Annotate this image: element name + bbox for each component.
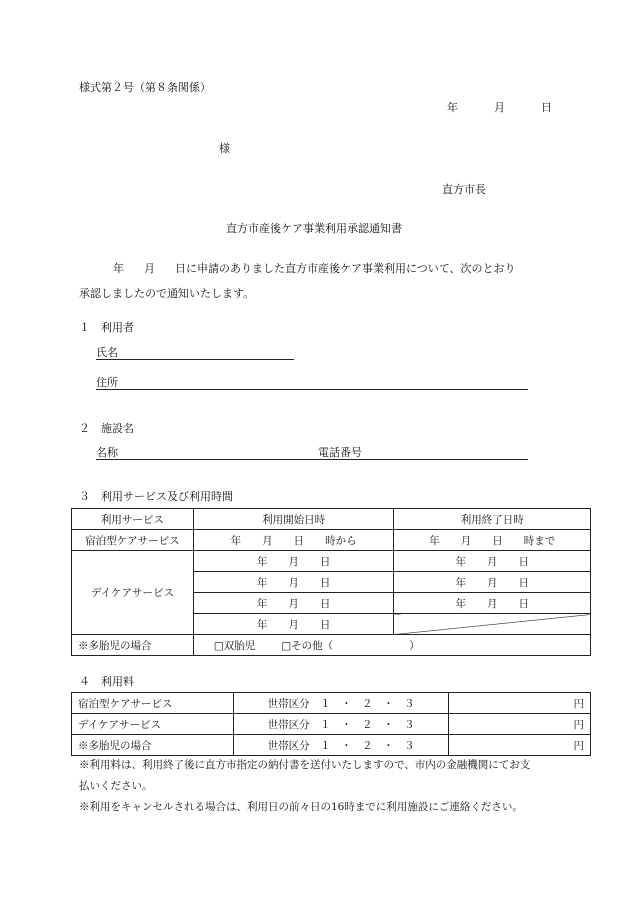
date-month-label: 月 bbox=[494, 101, 505, 114]
table-row bbox=[72, 551, 591, 572]
body-text-1: 日に申請のありました直方市産後ケア事業利用について、次のとおり bbox=[175, 262, 516, 275]
fee-amount[interactable]: 円 bbox=[449, 714, 591, 735]
header-service: 利用サービス bbox=[72, 509, 194, 530]
fee-class[interactable]: 世帯区分 １ ・ ２ ・ ３ bbox=[233, 735, 449, 756]
daycare-end-2[interactable]: 年 月 日 bbox=[394, 572, 591, 593]
daycare-start-3[interactable]: 年 月 日 bbox=[193, 593, 394, 614]
table-row bbox=[72, 530, 591, 551]
table-row bbox=[72, 693, 591, 714]
facility-line[interactable] bbox=[96, 459, 528, 460]
form-number: 様式第２号（第８条関係） bbox=[79, 81, 211, 94]
fee-label: ※多胎児の場合 bbox=[72, 735, 234, 756]
fee-amount[interactable]: 円 bbox=[449, 693, 591, 714]
section-4-heading: ４ 利用料 bbox=[79, 675, 134, 688]
body-year-label: 年 bbox=[113, 262, 124, 275]
section-1-heading: １ 利用者 bbox=[79, 321, 134, 334]
fee-table bbox=[71, 692, 591, 756]
fee-label: デイケアサービス bbox=[72, 714, 234, 735]
table-row bbox=[72, 509, 591, 530]
note-2: ※利用をキャンセルされる場合は、利用日の前々日の16時までに利用施設にご連絡ください。 bbox=[79, 801, 523, 813]
daycare-start-4[interactable]: 年 月 日 bbox=[193, 614, 394, 635]
header-end: 利用終了日時 bbox=[394, 509, 591, 530]
table-row bbox=[72, 635, 591, 656]
section-3-heading: ３ 利用サービス及び利用時間 bbox=[79, 490, 233, 503]
daycare-end-4-crossed bbox=[394, 614, 591, 635]
service-time-table bbox=[71, 508, 591, 656]
overnight-start-cell[interactable]: 年 月 日 時から bbox=[193, 530, 394, 551]
body-month-label: 月 bbox=[144, 262, 155, 275]
fee-class[interactable]: 世帯区分 １ ・ ２ ・ ３ bbox=[233, 714, 449, 735]
fee-class[interactable]: 世帯区分 １ ・ ２ ・ ３ bbox=[233, 693, 449, 714]
facility-phone-label: 電話番号 bbox=[318, 446, 362, 459]
date-year-label: 年 bbox=[447, 101, 458, 114]
other-checkbox[interactable]: □その他（ bbox=[281, 639, 334, 652]
table-row bbox=[72, 735, 591, 756]
fee-amount[interactable]: 円 bbox=[449, 735, 591, 756]
header-start: 利用開始日時 bbox=[193, 509, 394, 530]
body-text-2: 承認しましたので通知いたします。 bbox=[79, 287, 255, 300]
section-2-heading: ２ 施設名 bbox=[79, 422, 134, 435]
twins-checkbox[interactable]: □双胎児 bbox=[213, 639, 256, 652]
multiple-birth-label: ※多胎児の場合 bbox=[72, 635, 194, 656]
daycare-start-1[interactable]: 年 月 日 bbox=[193, 551, 394, 572]
daycare-service-label: デイケアサービス bbox=[72, 551, 194, 635]
table-row bbox=[72, 714, 591, 735]
fee-label: 宿泊型ケアサービス bbox=[72, 693, 234, 714]
user-name-line[interactable] bbox=[96, 359, 294, 360]
document-title: 直方市産後ケア事業利用承認通知書 bbox=[226, 222, 402, 235]
daycare-end-1[interactable]: 年 月 日 bbox=[394, 551, 591, 572]
issuer-name: 直方市長 bbox=[442, 183, 486, 196]
other-close-paren: ） bbox=[409, 639, 420, 652]
addressee-honorific: 様 bbox=[219, 142, 230, 155]
body-paragraph bbox=[79, 256, 551, 306]
overnight-service-label: 宿泊型ケアサービス bbox=[72, 530, 194, 551]
daycare-end-3[interactable]: 年 月 日 bbox=[394, 593, 591, 614]
user-name-label: 氏名 bbox=[96, 346, 118, 359]
overnight-end-cell[interactable]: 年 月 日 時まで bbox=[394, 530, 591, 551]
date-day-label: 日 bbox=[541, 101, 552, 114]
user-address-line[interactable] bbox=[96, 389, 528, 390]
note-1-line-1: ※利用料は、利用終了後に直方市指定の納付書を送付いたしますので、市内の金融機関にてお支 bbox=[79, 759, 531, 771]
note-1-line-2: 払いください。 bbox=[79, 780, 153, 792]
multiple-birth-options bbox=[193, 635, 590, 656]
daycare-start-2[interactable]: 年 月 日 bbox=[193, 572, 394, 593]
user-address-label: 住所 bbox=[96, 376, 118, 389]
facility-name-label: 名称 bbox=[96, 446, 118, 459]
